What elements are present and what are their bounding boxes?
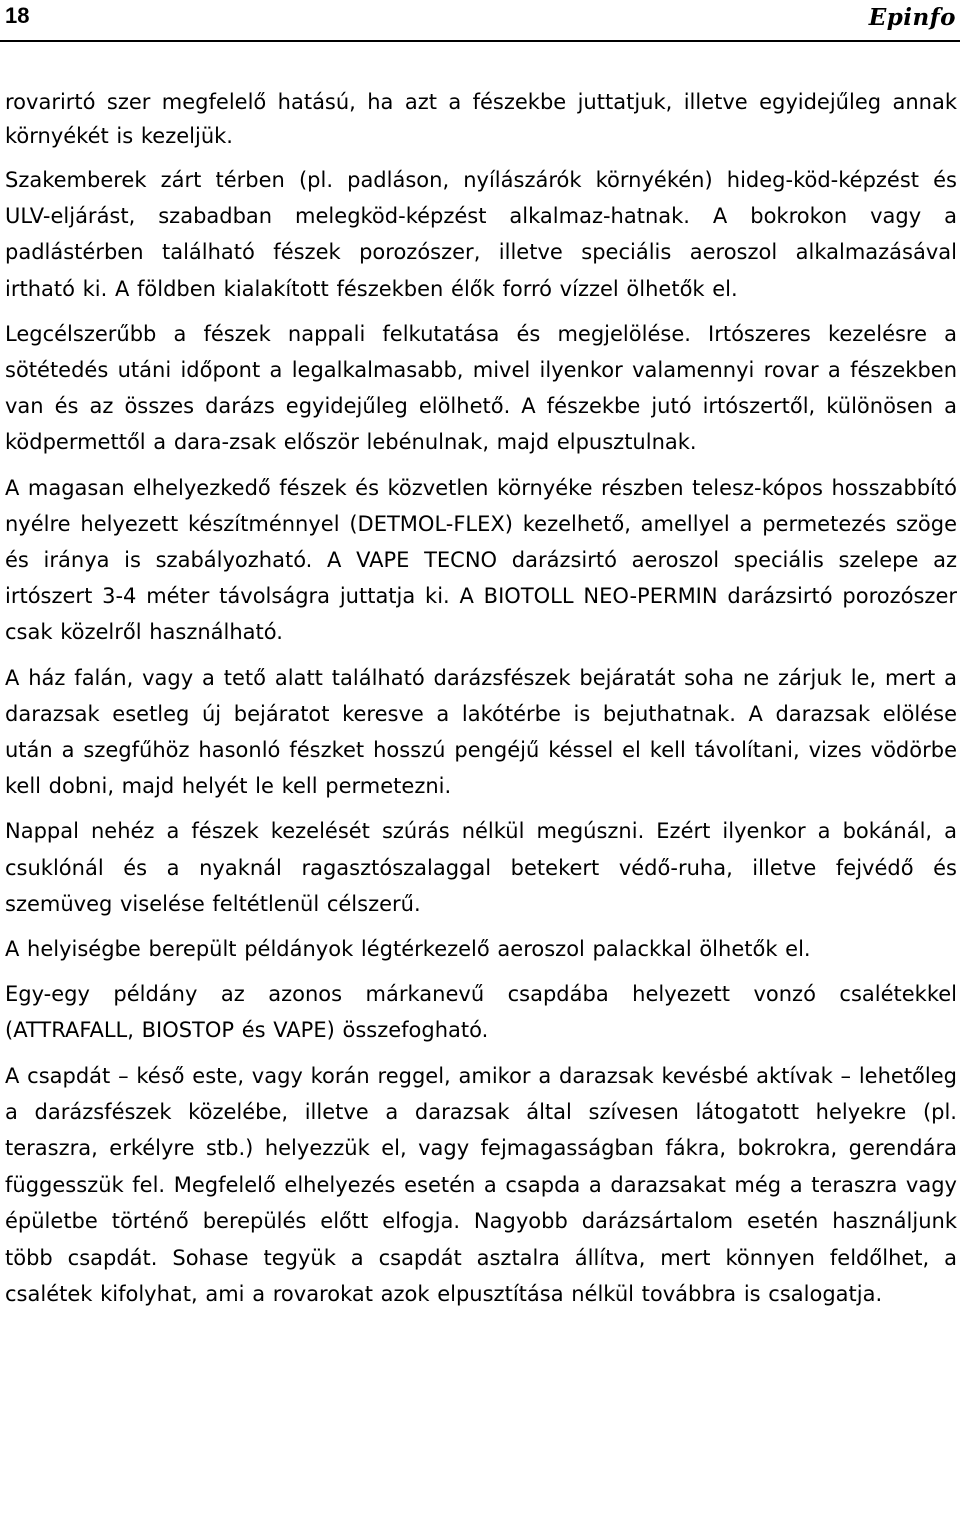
paragraph-1: rovarirtó szer megfelelő hatású, ha azt a fészekbe juttatjuk, illetve egyidejűleg annak környékét is kezeljük. [5, 90, 957, 148]
page-header [0, 0, 960, 46]
paragraph-4: A magasan elhelyezkedő fészek és közvetlen környéke részben telesz-kópos hosszabbító nyélre helyezett készítménnyel (DETMOL-FLEX) kezelhető, amellyel a permetezés szöge és iránya is szabályozható. A VAPE TECNO darázsirtó aeroszol speciális szelepe az irtószert 3-4 méter távolságra juttatja ki. A BIOTOLL NEO-PERMIN darázsirtó porozószer csak közelről használható. [5, 475, 957, 645]
paragraph-8: Egy-egy példány az azonos márkanevű csapdába helyezett vonzó csalétekkel (ATTRAFALL, BIOSTOP és VAPE) összefogható. [5, 982, 957, 1043]
paragraph-7: A helyiségbe berepült példányok légtérkezelő aeroszol palackkal ölhetők el. [5, 937, 811, 962]
paragraph-3: Legcélszerűbb a fészek nappali felkutatása és megjelölése. Irtószeres kezelésre a sötétedés utáni időpont a legalkalmasabb, mivel ilyenkor valamennyi rovar a fészekben van és az összes darázs egyidejűleg elölhető. A fészekbe jutó irtószertől, különösen a ködpermettől a dara-zsak először lebénulnak, majd elpusztulnak. [5, 321, 957, 455]
paragraph-2: Szakemberek zárt térben (pl. padláson, nyílászárók környékén) hideg-köd-képzést és ULV-eljárást, szabadban melegköd-képzést alkalmaz-hatnak. A bokrokon vagy a padlástérben található fészek porozószer, illetve speciális aeroszol alkalmazásával irtható ki. A földben kialakított fészekben élők forró vízzel ölhetők el. [5, 168, 957, 301]
brand-logo: Epinfo [868, 4, 956, 31]
page-number: 18 [5, 3, 30, 28]
paragraph-6: Nappal nehéz a fészek kezelését szúrás nélkül megúszni. Ezért ilyenkor a bokánál, a csuklónál és a nyaknál ragasztószalaggal betekert védő-ruha, illetve fejvédő és szemüveg viselése feltétlenül célszerű. [5, 819, 957, 916]
document-body [5, 85, 957, 1322]
paragraph-9: A csapdát – késő este, vagy korán reggel, amikor a darazsak kevésbé aktívak – lehetőleg a darázsfészek közelébe, illetve a darazsak által szívesen látogatott helyekre (pl. teraszra, erkélyre stb.) helyezzük el, vagy fejmagasságban fákra, bokrokra, gerendára függesszük fel. Megfelelő elhelyezés esetén a csapda a darazsakat még a teraszra vagy épületbe történő berepülés előtt elfogja. Nagyobb darázsártalom esetén használjunk több csapdát. Sohase tegyük a csapdát asztalra állítva, mert könnyen feldőlhet, a csalétek kifolyhat, ami a rovarokat azok elpusztítása nélkül továbbra is csalogatja. [5, 1063, 957, 1307]
paragraph-5: A ház falán, vagy a tető alatt található darázsfészek bejáratát soha ne zárjuk le, mert a darazsak esetleg új bejáratot keresve a lakótérbe is bejuthatnak. A darazsak elölése után a szegfűhöz hasonló fészket hosszú pengéjű késsel el kell távolítani, vizes vödörbe kell dobni, majd helyét le kell permetezni. [5, 665, 957, 799]
header-rule [0, 40, 960, 42]
